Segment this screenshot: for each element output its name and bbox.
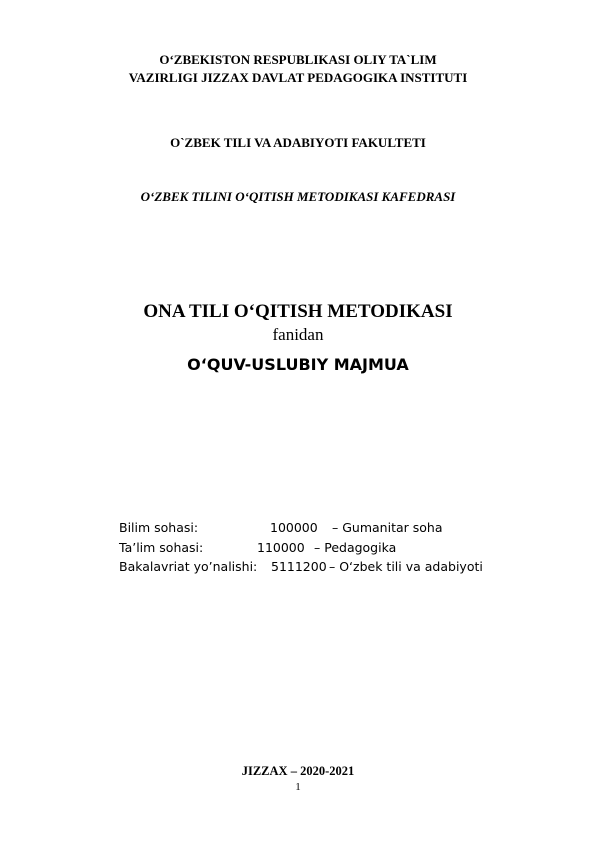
info-code: 5111200: [271, 559, 327, 574]
info-label: Ta’lim sohasi:: [119, 540, 204, 555]
faculty-name: O`ZBEK TILI VA ADABIYOTI FAKULTETI: [170, 135, 426, 150]
info-label: Bakalavriat yo’nalishi:: [119, 559, 258, 574]
document-type: O‘QUV-USLUBIY MAJMUA: [187, 355, 409, 374]
info-desc: – Gumanitar soha: [332, 520, 443, 535]
subject-fanidan: fanidan: [272, 325, 324, 344]
ministry-line-1: O‘ZBEKISTON RESPUBLIKASI OLIY TA`LIM: [159, 52, 437, 67]
info-code: 110000: [257, 540, 305, 555]
subject-title: ONA TILI O‘QITISH METODIKASI: [143, 301, 453, 322]
info-desc: – O‘zbek tili va adabiyoti: [329, 559, 483, 574]
department-name: O‘ZBEK TILINI O‘QITISH METODIKASI KAFEDRASI: [140, 189, 456, 204]
page-number: 1: [295, 781, 301, 793]
info-code: 100000: [270, 520, 318, 535]
info-label: Bilim sohasi:: [119, 520, 199, 535]
ministry-line-2: VAZIRLIGI JIZZAX DAVLAT PEDAGOGIKA INSTITUTI: [128, 70, 468, 85]
place-year: JIZZAX – 2020-2021: [241, 764, 355, 778]
info-desc: – Pedagogika: [314, 540, 397, 555]
